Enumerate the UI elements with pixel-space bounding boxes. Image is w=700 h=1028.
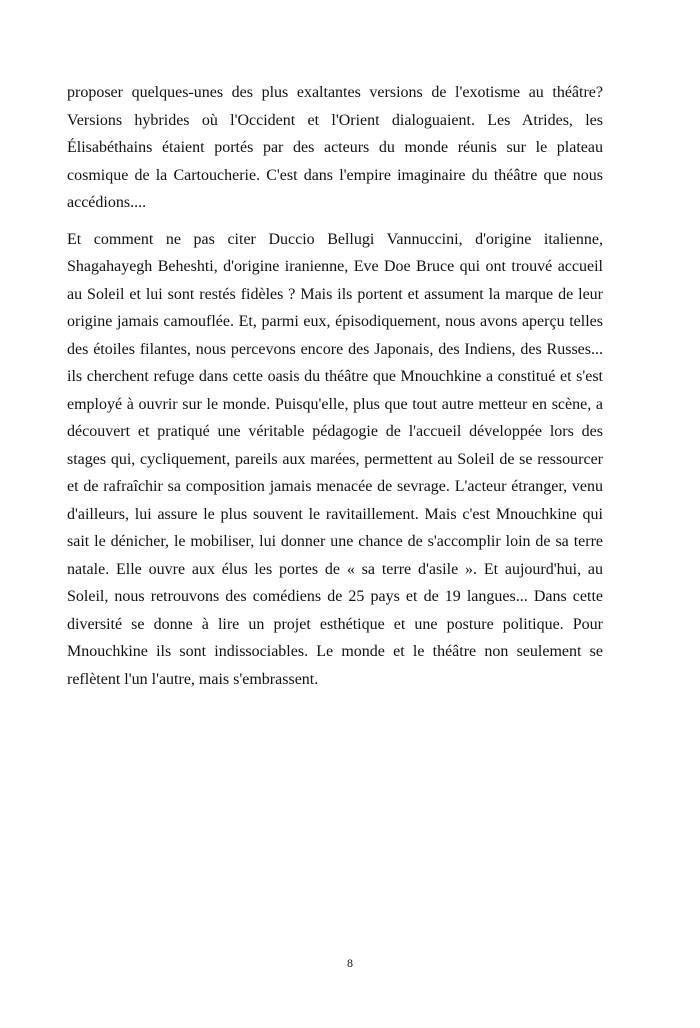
paragraph-comediens: Et comment ne pas citer Duccio Bellugi Vannuccini, d'origine italienne, Shagahayegh Beheshti, d'origine iranienne, Eve Doe Bruce qui ont trouvé accueil au Soleil et lui sont restés fidèles ? Mais ils portent et assument la marque de leur origine jamais camouflée. Et, parmi eux, épisodiquement, nous avons aperçu telles des étoiles filantes, nous percevons encore des Japonais, des Indiens, des Russes... ils cherchent refuge dans cette oasis du théâtre que Mnouchkine a constitué et s'est employé à ouvrir sur le monde. Puisqu'elle, plus que tout autre metteur en scène, a découvert et pratiqué une véritable pédagogie de l'accueil développée lors des stages qui, cycliquement, pareils aux marées, permettent au Soleil de se ressourcer et de rafraîchir sa composition jamais menacée de sevrage. L'acteur étranger, venu d'ailleurs, lui assure le plus souvent le ravitaillement. Mais c'est Mnouchkine qui sait le dénicher, le mobiliser, lui donner une chance de s'accomplir loin de sa terre natale. Elle ouvre aux élus les portes de « sa terre d'asile ». Et aujourd'hui, au Soleil, nous retrouvons des comédiens de 25 pays et de 19 langues... Dans cette diversité se donne à lire un projet esthétique et une posture politique. Pour Mnouchkine ils sont indissociables. Le monde et le théâtre non seulement se reflètent l'un l'autre, mais s'embrassent.: [67, 230, 603, 688]
page-number: 8: [347, 956, 353, 970]
paragraph-exotisme: proposer quelques-unes des plus exaltantes versions de l'exotisme au théâtre? Versions hybrides où l'Occident et l'Orient dialoguaient. Les Atrides, les Élisabéthains étaient portés par des acteurs du monde réunis sur le plateau cosmique de la Cartoucherie. C'est dans l'empire imaginaire du théâtre que nous accédions....: [67, 84, 603, 211]
page-body: [67, 79, 603, 693]
